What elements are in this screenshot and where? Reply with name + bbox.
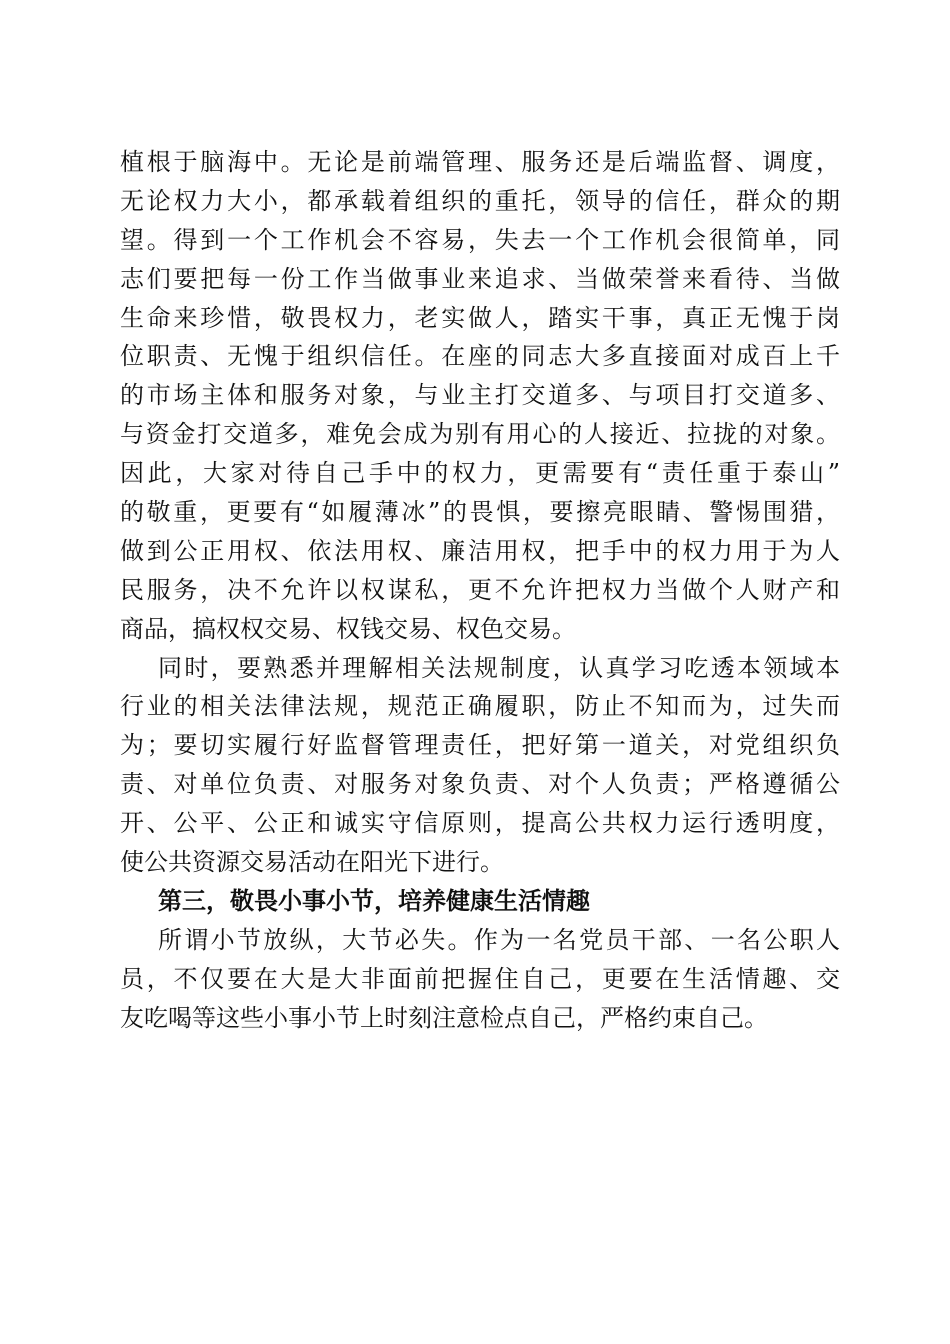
text-line: 生命来珍惜，敬畏权力，老实做人，踏实干事，真正无愧于岗 [120, 303, 840, 332]
text-line: 做到公正用权、依法用权、廉洁用权，把手中的权力用于为人 [120, 536, 840, 565]
text-line: 植根于脑海中。无论是前端管理、服务还是后端监督、调度， [120, 148, 840, 176]
document-body [120, 143, 840, 1037]
text-line: 商品，搞权权交易、权钱交易、权色交易。 [120, 614, 576, 643]
text-line: 民服务，决不允许以权谋私，更不允许把权力当做个人财产和 [120, 575, 840, 604]
paragraph-first-line: 所谓小节放纵，大节必失。作为一名党员干部、一名公职人 [158, 925, 840, 954]
text-line: 为；要切实履行好监督管理责任，把好第一道关，对党组织负 [120, 731, 840, 760]
text-line: 开、公平、公正和诚实守信原则，提高公共权力运行透明度， [120, 809, 840, 838]
text-line: 因此，大家对待自己手中的权力，更需要有“责任重于泰山” [120, 459, 840, 488]
text-line: 的市场主体和服务对象，与业主打交道多、与项目打交道多、 [120, 381, 840, 410]
section-heading: 第三，敬畏小事小节，培养健康生活情趣 [158, 885, 590, 915]
text-line: 位职责、无愧于组织信任。在座的同志大多直接面对成百上千 [120, 342, 840, 371]
text-line: 无论权力大小，都承载着组织的重托，领导的信任，群众的期 [120, 186, 840, 215]
text-line: 与资金打交道多，难免会成为别有用心的人接近、拉拢的对象。 [120, 420, 840, 449]
paragraph-first-line: 同时，要熟悉并理解相关法规制度，认真学习吃透本领域本 [158, 653, 840, 682]
text-line: 望。得到一个工作机会不容易，失去一个工作机会很简单，同 [120, 225, 840, 254]
text-line: 使公共资源交易活动在阳光下进行。 [120, 848, 504, 877]
text-line: 志们要把每一份工作当做事业来追求、当做荣誉来看待、当做 [120, 264, 840, 293]
text-line: 的敬重，更要有“如履薄冰”的畏惧，要擦亮眼睛、警惕围猎， [120, 498, 840, 527]
text-line: 行业的相关法律法规，规范正确履职，防止不知而为，过失而 [120, 692, 840, 721]
text-line: 友吃喝等这些小事小节上时刻注意检点自己，严格约束自己。 [120, 1003, 768, 1032]
text-line: 员，不仅要在大是大非面前把握住自己，更要在生活情趣、交 [120, 964, 840, 993]
text-line: 责、对单位负责、对服务对象负责、对个人负责；严格遵循公 [120, 770, 840, 799]
